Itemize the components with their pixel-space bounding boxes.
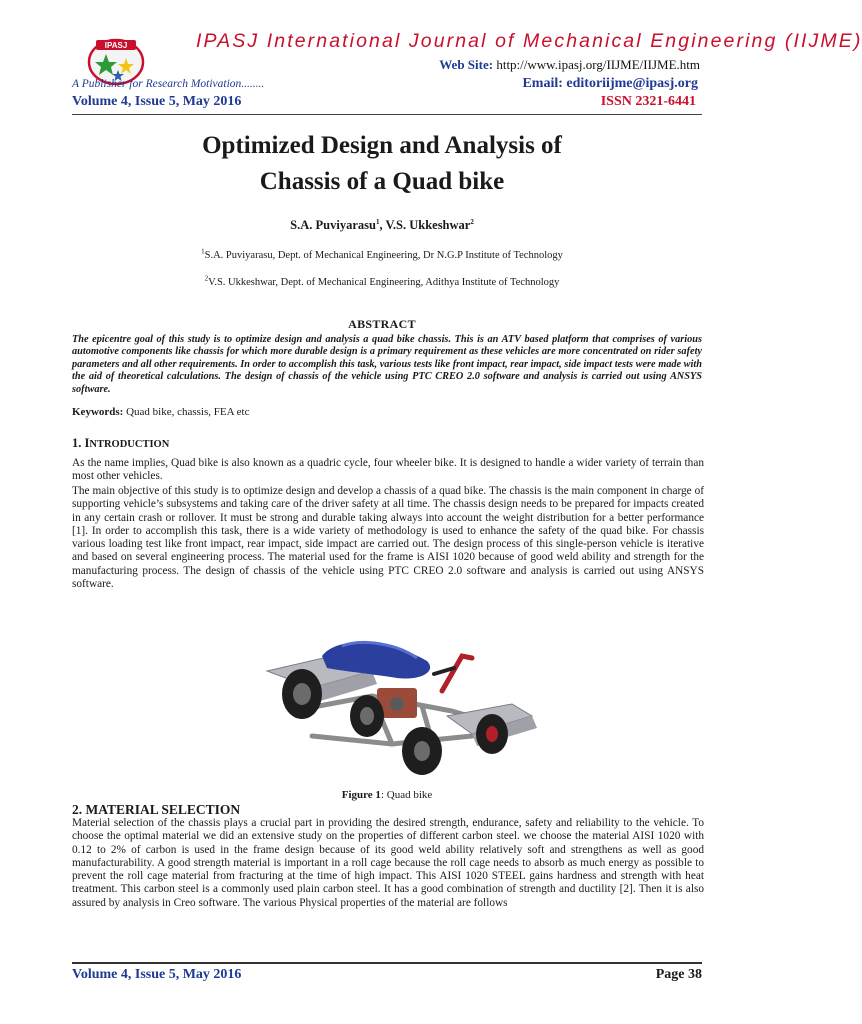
header-divider	[72, 114, 702, 115]
author-line	[72, 218, 692, 233]
affiliation-2-text: V.S. Ukkeshwar, Dept. of Mechanical Engineering, Adithya Institute of Technology	[208, 277, 560, 288]
page-number: Page 38	[655, 967, 702, 982]
journal-email[interactable]: Email: editoriijme@ipasj.org	[522, 76, 698, 91]
website-line	[439, 57, 700, 73]
wheel-front-right	[476, 714, 508, 754]
introduction-heading-rest: NTRODUCTION	[89, 439, 170, 450]
affiliation-2	[72, 274, 692, 288]
keywords-line	[72, 406, 702, 418]
publisher-tagline: A Publisher for Research Motivation........	[72, 78, 265, 90]
keywords-text: Quad bike, chassis, FEA etc	[123, 406, 250, 418]
website-url[interactable]: http://www.ipasj.org/IIJME/IIJME.htm	[496, 57, 700, 72]
figure-caption-text: : Quad bike	[380, 789, 433, 801]
introduction-paragraph-1: As the name implies, Quad bike is also known as a quadric cycle, four wheeler bike. It is designed to handle a wider variety of terrain than most other vehicles.	[72, 457, 704, 483]
introduction-heading-number: 1. I	[72, 436, 90, 450]
footer-divider	[72, 962, 702, 964]
wheel-rear-right	[350, 695, 384, 737]
paper-title-line-1: Optimized Design and Analysis of	[202, 132, 562, 159]
header-volume: Volume 4, Issue 5, May 2016	[72, 94, 242, 109]
issn: ISSN 2321-6441	[600, 94, 696, 109]
affiliation-1-superscript: 1	[201, 247, 205, 256]
affiliation-1-text: S.A. Puviyarasu, Dept. of Mechanical Engineering, Dr N.G.P Institute of Technology	[204, 250, 563, 261]
wheel-rear-left	[282, 669, 322, 719]
wheel-front-left	[402, 727, 442, 775]
author-2: V.S. Ukkeshwar	[385, 218, 471, 232]
author-1-superscript: 1	[375, 217, 380, 226]
introduction-paragraph-2: The main objective of this study is to optimize design and develop a chassis of a quad bike. The chassis is the main component in charge of supporting vehicle’s subsystems and taking care of the driver safety at all time. The chassis design needs to be prepared for impacts created in any certain crash or rollover. It must be strong and durable taking always into account the weight distribution for a better performance [1]. In order to accomplish this task, there is a wide variety of methodology is used to enhance the safety of the quad bike. For chassis various loading test like front impact, rear impact, side impact are carried out. The design process of this single-person vehicle is iterative and based on several engineering process. The material used for the frame is AISI 1020 because of good weld ability and strength for the manufacturing process. The design of chassis of the vehicle using PTC CREO 2.0 software and analysis is carried out using ANSYS software.	[72, 485, 704, 591]
figure-label: Figure 1	[341, 789, 381, 801]
affiliation-2-superscript: 2	[204, 274, 209, 283]
author-2-superscript: 2	[470, 217, 474, 226]
logo-text: IPASJ	[104, 41, 128, 50]
journal-title: IPASJ International Journal of Mechanical Engineering (IIJME)	[196, 30, 862, 52]
quad-bike-illustration	[172, 616, 604, 782]
abstract-body: The epicentre goal of this study is to optimize design and analysis a quad bike chassis. This is an ATV based platform that comprises of various automotive components like chassis for which more durable design is a primary requirement as these vehicles are more concentrated on rider safety parameters and all other requirements. In order to accomplish this task, various tests like front impact, rear impact, side impact tests were made with the aid of theoretical calculations. The design of chassis of the vehicle using PTC CREO 2.0 software and analysis is carried out using ANSYS software.	[72, 334, 702, 395]
footer-volume: Volume 4, Issue 5, May 2016	[72, 967, 242, 982]
website-label: Web Site:	[439, 57, 494, 72]
material-selection-paragraph: Material selection of the chassis plays a crucial part in providing the desired strength, endurance, safety and reliability to the vehicle. To choose the optimal material we did an extensive study on the properties of different carbon steel. we choose the material AISI 1020 with 0.12 to 2% of carbon is used in the frame design because of its good weld ability relatively soft and strengthens as well as good manufacturability. A good strength material is important in a roll cage because the roll cage needs to absorb as much energy as possible to prevent the roll cage material from fracturing at the time of high impact. This AISI 1020 STEEL gains hardness and strength with heat treatment. This carbon steel is a commonly used plain carbon steel. It has a good combination of strength and ductility [2]. Then it is also assured by analysis in Creo software. The various Physical properties of the material are follows	[72, 817, 704, 909]
keywords-label: Keywords:	[72, 406, 124, 418]
introduction-heading	[72, 436, 169, 451]
paper-title-line-2: Chassis of a Quad bike	[259, 168, 505, 195]
quad-bike-figure	[172, 616, 604, 782]
author-1: S.A. Puviyarasu	[290, 218, 376, 232]
material-selection-heading: 2. MATERIAL SELECTION	[72, 802, 241, 817]
paper-title	[72, 128, 692, 200]
affiliation-1	[72, 247, 692, 261]
author-separator: ,	[379, 218, 386, 232]
abstract-heading: ABSTRACT	[348, 317, 416, 331]
figure-caption	[72, 789, 702, 801]
